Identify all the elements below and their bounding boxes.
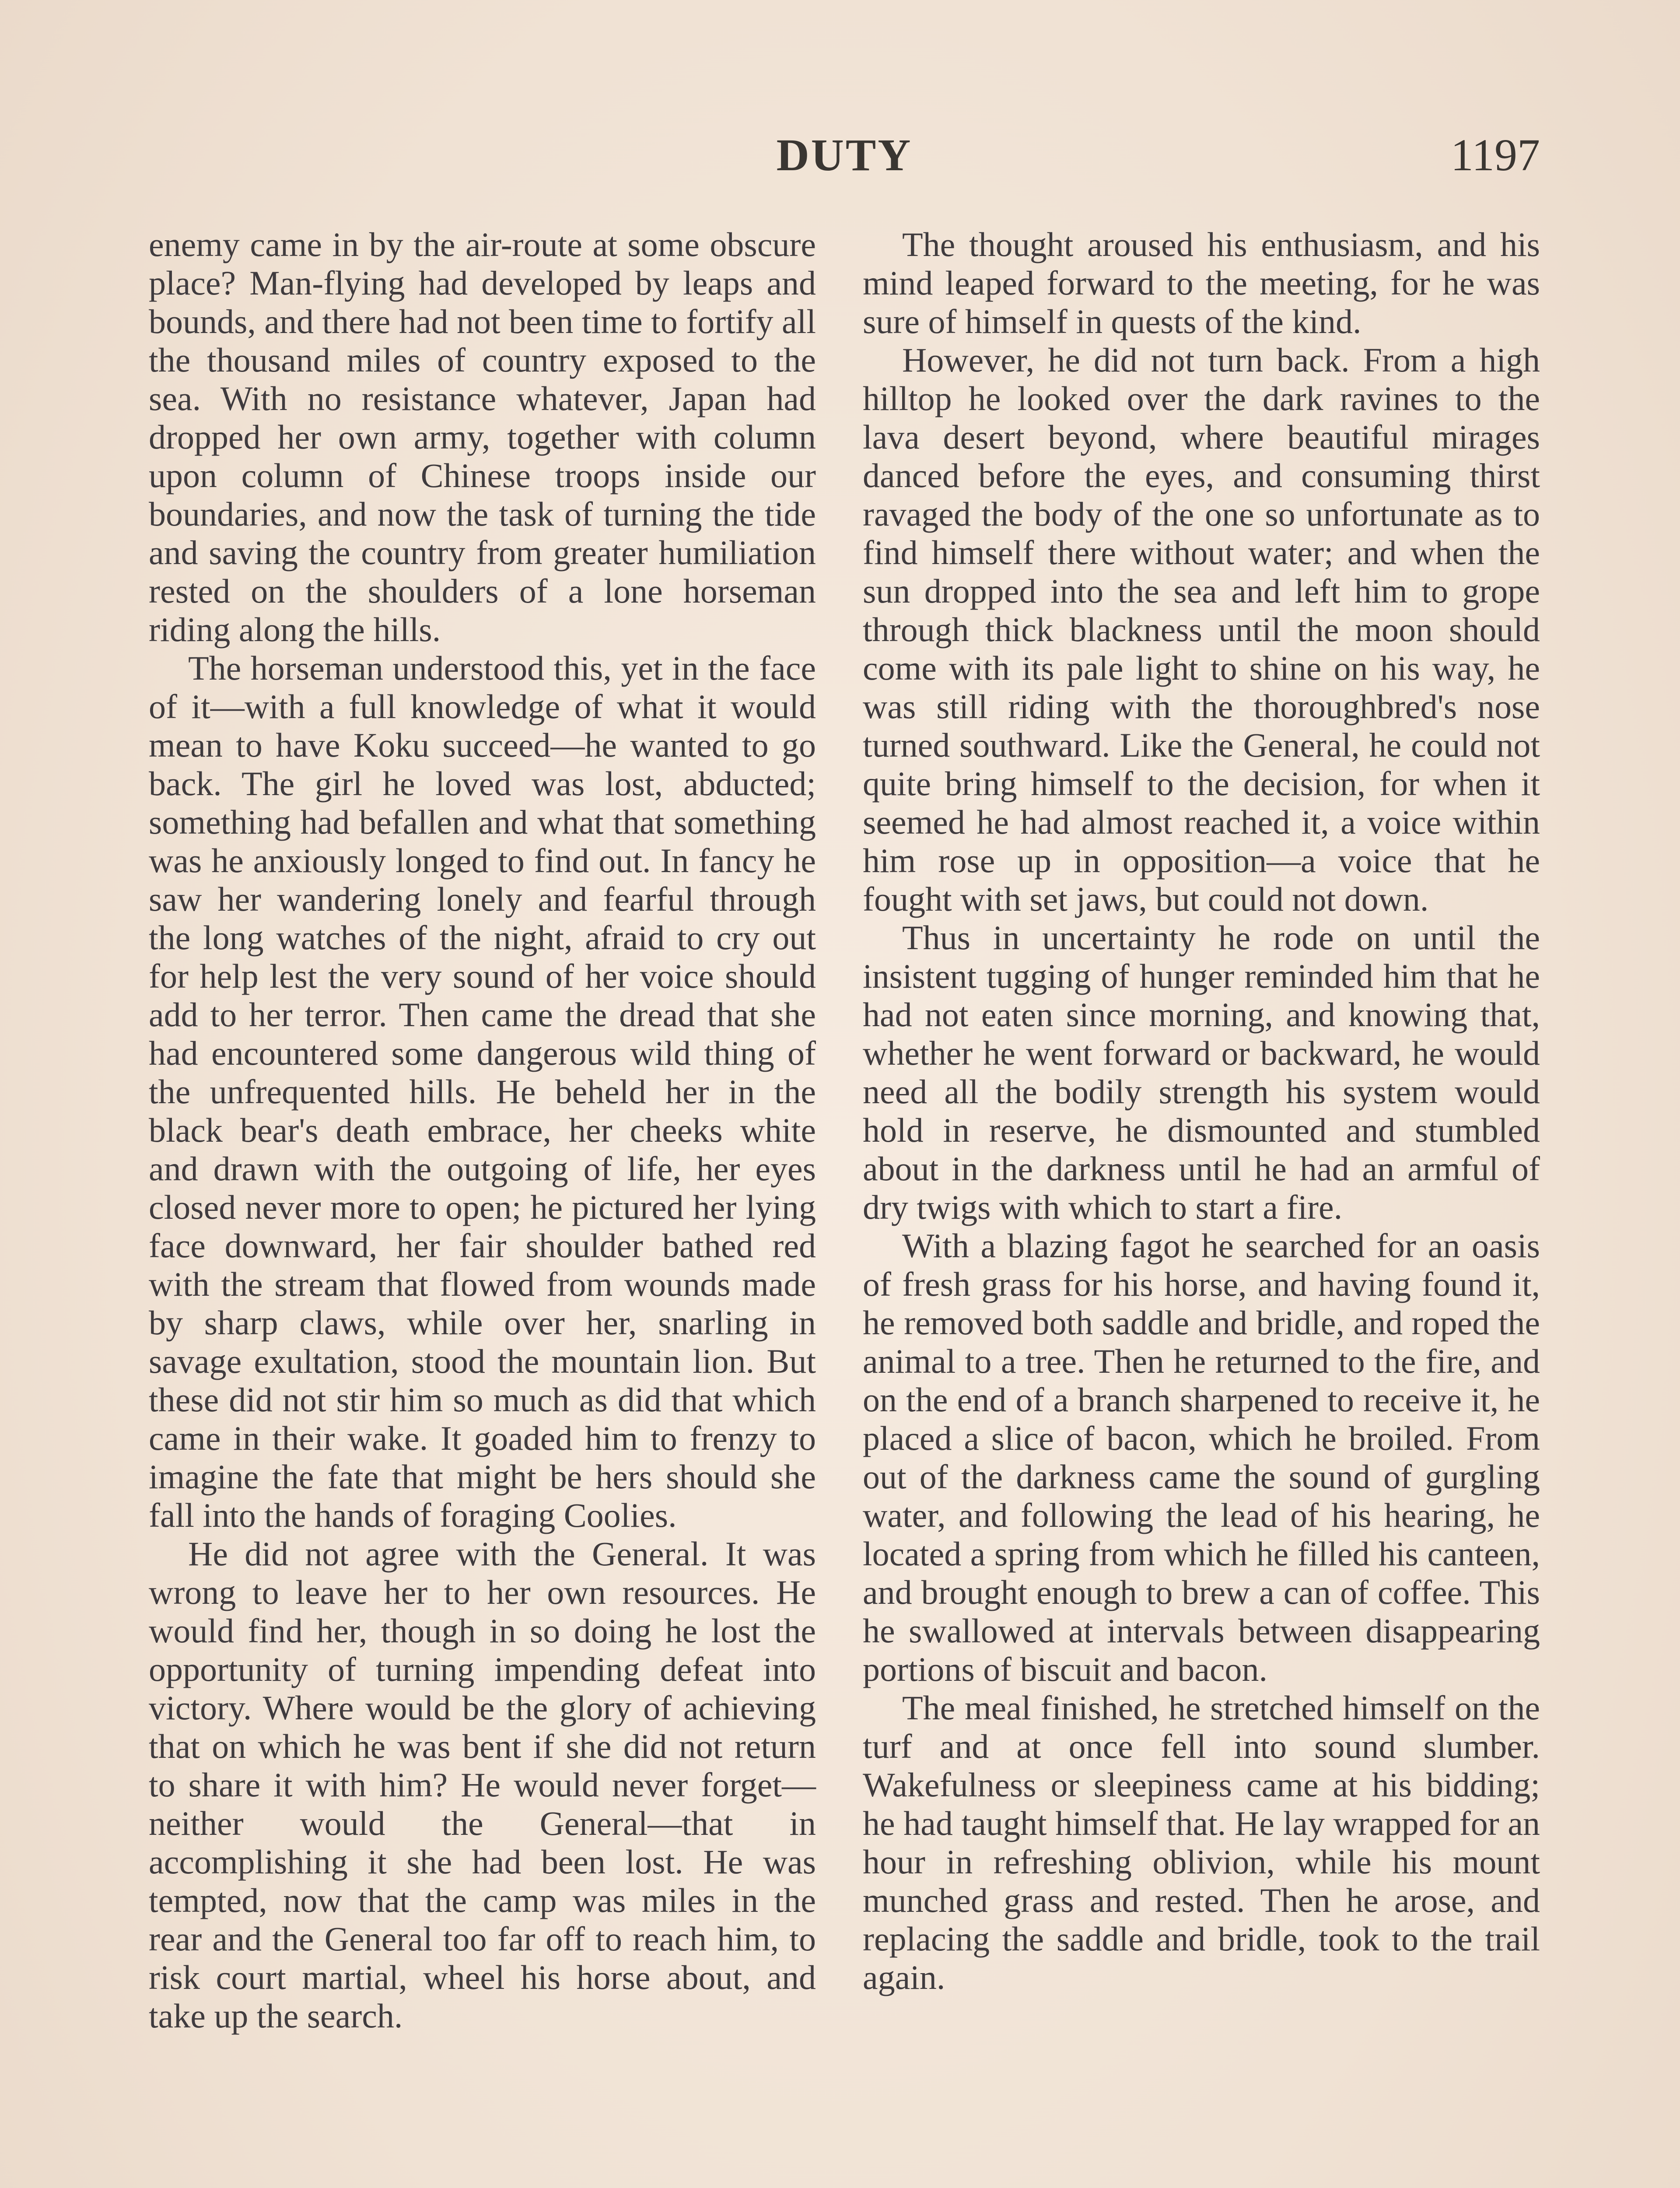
paragraph: He did not agree with the General. It was wrong to leave her to her own resources. He would find her, though in so doing he lost the opportunity of turning impending defeat into victory. Where would be the glory of achieving that on which he was bent if she did not return to share it with him? He would never forget—neither would the General—that in accomplishing it she had been lost. He was tempted, now that the camp was miles in the rear and the General too far off to reach him, to risk court martial, wheel his horse about, and take up the search. bbox=[149, 1535, 816, 2035]
paragraph: Thus in uncertainty he rode on until the insistent tugging of hunger reminded him that he had not eaten since morning, and knowing that, whether he went forward or backward, he would need all the bodily strength his system would hold in reserve, he dismounted and stumbled about in the darkness until he had an armful of dry twigs with which to start a fire. bbox=[863, 919, 1540, 1226]
running-head bbox=[149, 129, 1540, 195]
paragraph: The horseman understood this, yet in the face of it—with a full knowledge of what it would mean to have Koku succeed—he wanted to go back. The girl he loved was lost, abducted; something had befallen and what that something was he anxiously longed to find out. In fancy he saw her wandering lonely and fearful through the long watches of the night, afraid to cry out for help lest the very sound of her voice should add to her terror. Then came the dread that she had encountered some dangerous wild thing of the unfrequented hills. He beheld her in the black bear's death embrace, her cheeks white and drawn with the outgoing of life, her eyes closed never more to open; he pictured her lying face downward, her fair shoulder bathed red with the stream that flowed from wounds made by sharp claws, while over her, snarling in savage exultation, stood the mountain lion. But these did not stir him so much as did that which came in their wake. It goaded him to frenzy to imagine the fate that might be hers should she fall into the hands of foraging Coolies. bbox=[149, 649, 816, 1534]
page-number: 1197 bbox=[1450, 130, 1540, 180]
paragraph: enemy came in by the air-route at some obscure place? Man-flying had developed by leaps and bounds, and there had not been time to fortify all the thousand miles of country exposed to the sea. With no resistance whatever, Japan had dropped her own army, together with column upon column of Chinese troops inside our boundaries, and now the task of turning the tide and saving the country from greater humiliation rested on the shoulders of a lone horseman riding along the hills. bbox=[149, 225, 816, 649]
paragraph: The thought aroused his enthusiasm, and his mind leaped forward to the meeting, for he was sure of himself in quests of the kind. bbox=[863, 225, 1540, 340]
paragraph: With a blazing fagot he searched for an oasis of fresh grass for his horse, and having found it, he removed both saddle and bridle, and roped the animal to a tree. Then he returned to the fire, and on the end of a branch sharpened to receive it, he placed a slice of bacon, which he broiled. From out of the darkness came the sound of gurgling water, and following the lead of his hearing, he located a spring from which he filled his canteen, and brought enough to brew a can of coffee. This he swallowed at intervals between disappearing portions of biscuit and bacon. bbox=[863, 1227, 1540, 1688]
right-text-column bbox=[863, 225, 1540, 1997]
left-text-column bbox=[149, 225, 816, 2035]
paragraph: The meal finished, he stretched himself on the turf and at once fell into sound slumber. Wakefulness or sleepiness came at his bidding; he had taught himself that. He lay wrapped for an hour in refreshing oblivion, while his mount munched grass and rested. Then he arose, and replacing the saddle and bridle, took to the trail again. bbox=[863, 1689, 1540, 1996]
page-title: DUTY bbox=[776, 130, 913, 180]
paragraph: However, he did not turn back. From a high hilltop he looked over the dark ravines to the lava desert beyond, where beautiful mirages danced before the eyes, and consuming thirst ravaged the body of the one so unfortunate as to find himself there without water; and when the sun dropped into the sea and left him to grope through thick blackness until the moon should come with its pale light to shine on his way, he was still riding with the thoroughbred's nose turned southward. Like the General, he could not quite bring himself to the decision, for when it seemed he had almost reached it, a voice within him rose up in opposition—a voice that he fought with set jaws, but could not down. bbox=[863, 341, 1540, 918]
